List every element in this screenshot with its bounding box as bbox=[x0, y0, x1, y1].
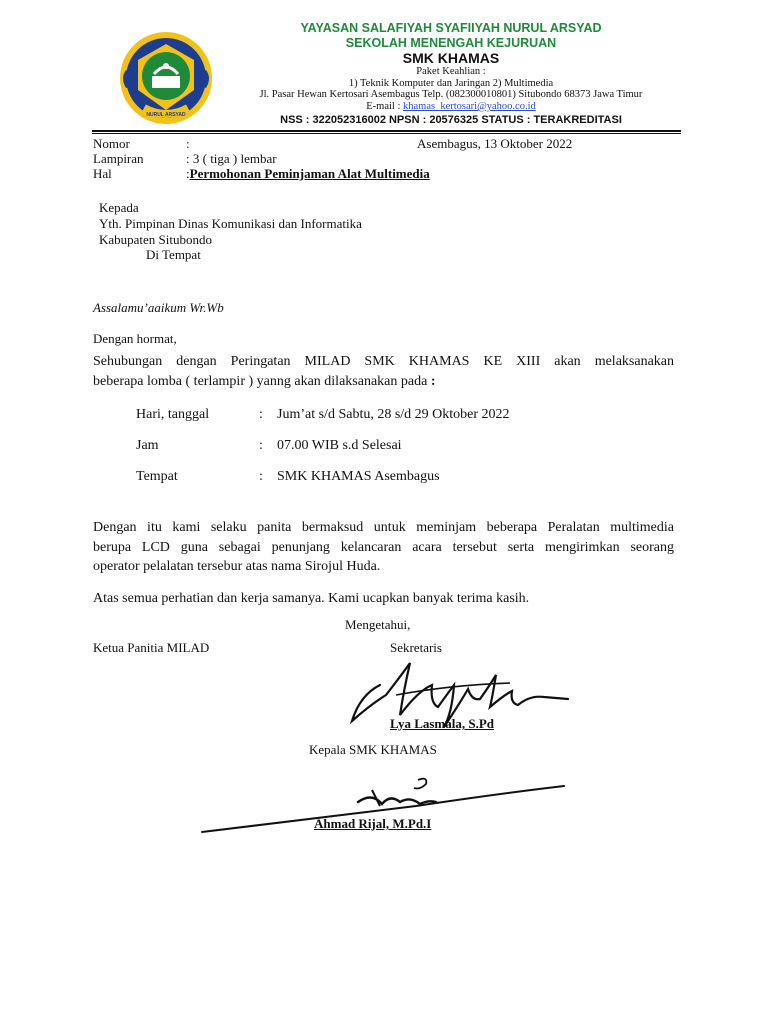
foundation-name: YAYASAN SALAFIYAH SYAFIIYAH NURUL ARSYAD bbox=[300, 21, 602, 35]
acknowledged-label: Mengetahui, bbox=[345, 617, 411, 632]
hal-colon: : bbox=[186, 166, 190, 181]
detail-colon-date: : bbox=[259, 407, 263, 422]
detail-value-place: SMK KHAMAS Asembagus bbox=[277, 469, 440, 484]
nomor-value: : bbox=[186, 136, 190, 151]
header-divider-thin bbox=[92, 133, 681, 134]
detail-colon-time: : bbox=[259, 438, 263, 453]
para2-line2: berupa LCD guna sebagai penunjang kelancaran acara tersebut serta mengirimkan seorang bbox=[93, 540, 674, 555]
para1-line2 bbox=[93, 372, 435, 391]
hal-line bbox=[186, 166, 430, 181]
email-label: E-mail : bbox=[366, 101, 401, 112]
greeting: Assalamu’aaikum Wr.Wb bbox=[93, 300, 224, 315]
opening: Dengan hormat, bbox=[93, 331, 177, 346]
principal-signature bbox=[196, 774, 576, 838]
school-logo bbox=[118, 30, 214, 126]
chair-title: Ketua Panitia MILAD bbox=[93, 640, 210, 655]
recipient-name: Yth. Pimpinan Dinas Komunikasi dan Informatika bbox=[99, 216, 362, 231]
email-link[interactable]: khamas_kertosari@yahoo.co.id bbox=[403, 101, 536, 112]
para1-line1: Sehubungan dengan Peringatan MILAD SMK KHAMAS KE XIII akan melaksanakan bbox=[93, 354, 674, 369]
letter-date: Asembagus, 13 Oktober 2022 bbox=[417, 136, 573, 151]
email-line bbox=[230, 101, 672, 112]
programs: 1) Teknik Komputer dan Jaringan 2) Multimedia bbox=[348, 78, 554, 89]
detail-label-date: Hari, tanggal bbox=[136, 407, 210, 422]
programs-label: Paket Keahlian : bbox=[416, 66, 486, 77]
lampiran-value: : 3 ( tiga ) lembar bbox=[186, 151, 277, 166]
detail-value-time: 07.00 WIB s.d Selesai bbox=[277, 438, 402, 453]
detail-label-time: Jam bbox=[136, 438, 159, 453]
para1-line2-text: beberapa lomba ( terlampir ) yanng akan dilaksanakan pada bbox=[93, 374, 428, 389]
nomor-label: Nomor bbox=[93, 136, 130, 151]
para1-colon: : bbox=[430, 374, 436, 389]
para2-line1: Dengan itu kami selaku panita bermaksud untuk meminjam beberapa Peralatan multimedia bbox=[93, 520, 674, 535]
principal-name: Ahmad Rijal, M.Pd.I bbox=[314, 816, 432, 831]
secretary-title: Sekretaris bbox=[390, 640, 442, 655]
school-name: SMK KHAMAS bbox=[402, 50, 500, 66]
address: Jl. Pasar Hewan Kertosari Asembagus Telp. (082300010801) Situbondo 68373 Jawa Timur bbox=[259, 89, 643, 100]
detail-label-place: Tempat bbox=[136, 469, 178, 484]
registration-info: NSS : 322052316002 NPSN : 20576325 STATUS : TERAKREDITASI bbox=[280, 114, 622, 126]
lampiran-label: Lampiran bbox=[93, 151, 144, 166]
para2-line3: operator pelalatan tersebur atas nama Sirojul Huda. bbox=[93, 559, 381, 574]
recipient-kepada: Kepada bbox=[99, 200, 139, 215]
school-level: SEKOLAH MENENGAH KEJURUAN bbox=[345, 36, 557, 50]
recipient-region: Kabupaten Situbondo bbox=[99, 232, 213, 247]
hal-label: Hal bbox=[93, 166, 112, 181]
logo-text: NURUL ARSYAD bbox=[146, 112, 186, 118]
subject: Permohonan Peminjaman Alat Multimedia bbox=[189, 166, 430, 181]
detail-value-date: Jum’at s/d Sabtu, 28 s/d 29 Oktober 2022 bbox=[277, 407, 510, 422]
detail-colon-place: : bbox=[259, 469, 263, 484]
closing: Atas semua perhatian dan kerja samanya. Kami ucapkan banyak terima kasih. bbox=[93, 591, 530, 606]
recipient-place: Di Tempat bbox=[146, 247, 201, 262]
secretary-signature bbox=[340, 655, 580, 735]
secretary-name: Lya Lasmala, S.Pd bbox=[390, 716, 495, 731]
principal-title: Kepala SMK KHAMAS bbox=[309, 742, 437, 757]
header-divider bbox=[92, 130, 681, 132]
